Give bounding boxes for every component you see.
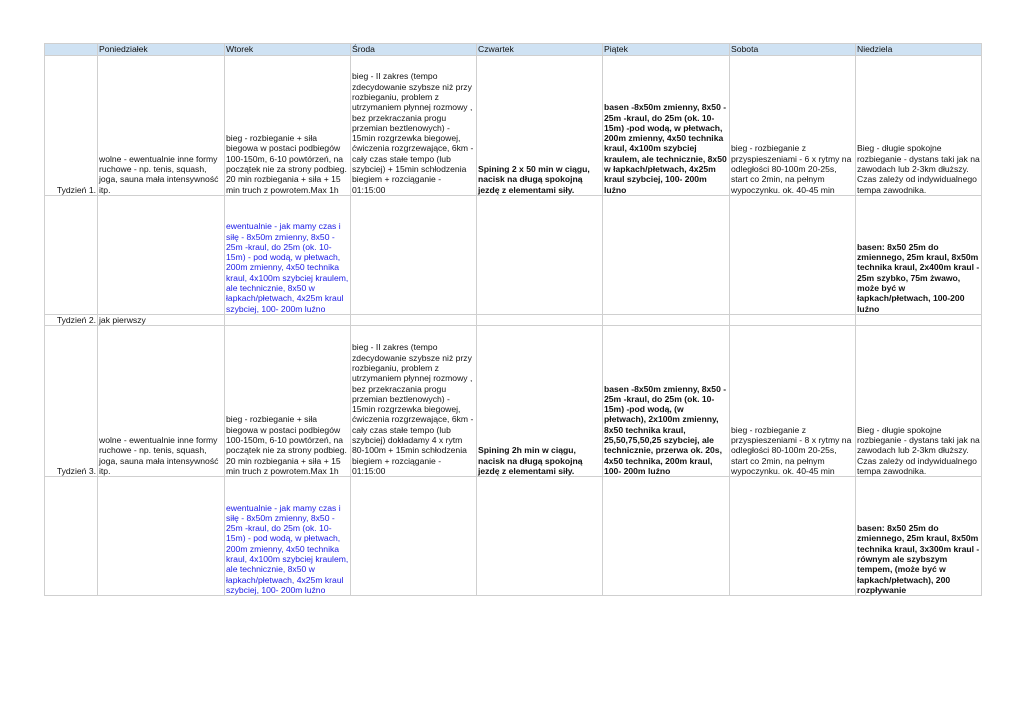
cell-wednesday[interactable]: bieg - II zakres (tempo zdecydowanie szybsze niż przy rozbieganiu, problem z utrzymaniem płynnej rozmowy , bez przekraczania progu przemian beztlenowych) - 15min rozgrzewka biegowej, ćwiczenia rozgrzewające, 6km - cały czas stałe tempo (lub szybciej) + 15min schłodzenia biegiem + rozciąganie - 01:15:00	[351, 56, 477, 196]
cell-saturday[interactable]: bieg - rozbieganie z przyspieszeniami - 6 x rytmy na odległości 80-100m 20-25s, start co 2min, na pełnym wypoczynku. ok. 40-45 min	[730, 56, 856, 196]
cell-tuesday[interactable]: bieg - rozbieganie + siła biegowa w postaci podbiegów 100-150m, 6-10 powtórzeń, na początek nie za strony podbieg. 20 min rozbiegania + siła + 15 min truch z powrotem.Max 1h	[225, 326, 351, 477]
table-row-week2	[45, 315, 982, 326]
cell-friday[interactable]	[603, 196, 730, 315]
cell-monday[interactable]: wolne - ewentualnie inne formy ruchowe - np. tenis, squash, joga, sauna mała intensywność itp.	[98, 56, 225, 196]
header-thursday[interactable]: Czwartek	[477, 44, 603, 56]
cell-sunday[interactable]: Bieg - długie spokojne rozbieganie - dystans taki jak na zawodach lub 2-3km dłuższy. Czas zależy od indywidualnego tempa zawodnika.	[856, 326, 982, 477]
cell-thursday[interactable]	[477, 477, 603, 596]
cell-sunday[interactable]	[856, 315, 982, 326]
cell-saturday[interactable]: bieg - rozbieganie z przyspieszeniami - 8 x rytmy na odległości 80-100m 20-25s, start co 2min, na pełnym wypoczynku. ok. 40-45 min	[730, 326, 856, 477]
cell-monday[interactable]	[98, 196, 225, 315]
cell-friday[interactable]	[603, 477, 730, 596]
cell-wednesday[interactable]	[351, 477, 477, 596]
cell-friday[interactable]: basen -8x50m zmienny, 8x50 - 25m -kraul, do 25m (ok. 10-15m) -pod wodą, (w płetwach), 2x100m zmienny, 8x50 technika kraul, 25,50,75,50,25 szybciej, ale technicznie, przerwa ok. 20s, 4x50 technika, 200m kraul, 100- 200m luźno	[603, 326, 730, 477]
header-monday[interactable]: Poniedziałek	[98, 44, 225, 56]
cell-wednesday[interactable]: bieg - II zakres (tempo zdecydowanie szybsze niż przy rozbieganiu, problem z utrzymaniem płynnej rozmowy , bez przekraczania progu przemian beztlenowych) - 15min rozgrzewka biegowej, ćwiczenia rozgrzewające, 6km - cały czas stałe tempo (lub szybciej) dokładamy 4 x rytm 80-100m + 15min schłodzenia biegiem + rozciąganie - 01:15:00	[351, 326, 477, 477]
table-row-week1	[45, 56, 982, 196]
header-friday[interactable]: Piątek	[603, 44, 730, 56]
cell-thursday[interactable]: Spining 2h min w ciągu, nacisk na długą spokojną jezdę z elementami siły.	[477, 326, 603, 477]
week-label-cell[interactable]: Tydzień 1.	[45, 56, 98, 196]
cell-sunday[interactable]: basen: 8x50 25m do zmiennego, 25m kraul, 8x50m technika kraul, 2x400m kraul - 25m szybko, 75m żwawo, może być w łapkach/płetwach, 100-200 luźno	[856, 196, 982, 315]
table-row-week3	[45, 326, 982, 477]
week-label-cell[interactable]: Tydzień 2.	[45, 315, 98, 326]
cell-monday[interactable]: wolne - ewentualnie inne formy ruchowe - np. tenis, squash, joga, sauna mała intensywność itp.	[98, 326, 225, 477]
cell-friday[interactable]	[603, 315, 730, 326]
cell-tuesday[interactable]: ewentualnie - jak mamy czas i siłę - 8x50m zmienny, 8x50 - 25m -kraul, do 25m (ok. 10-15m) - pod wodą, w płetwach, 200m zmienny, 4x50 technika kraul, 4x100m szybciej kraulem, ale technicznie, 8x50 w łapkach/płetwach, 4x25m kraul szybciej, 100- 200m luźno	[225, 196, 351, 315]
cell-wednesday[interactable]	[351, 315, 477, 326]
cell-friday[interactable]: basen -8x50m zmienny, 8x50 - 25m -kraul, do 25m (ok. 10-15m) -pod wodą, w płetwach, 200m zmienny, 4x50 technika kraul, 4x100m szybciej kraulem, ale technicznie, 8x50 w łapkach/płetwach, 4x25m kraul szybciej, 100- 200m luźno	[603, 56, 730, 196]
header-wednesday[interactable]: Środa	[351, 44, 477, 56]
cell-thursday[interactable]	[477, 315, 603, 326]
cell-monday[interactable]	[98, 477, 225, 596]
header-saturday[interactable]: Sobota	[730, 44, 856, 56]
cell-wednesday[interactable]	[351, 196, 477, 315]
week-label-cell[interactable]	[45, 477, 98, 596]
header-row	[45, 44, 982, 56]
cell-thursday[interactable]	[477, 196, 603, 315]
cell-thursday[interactable]: Spining 2 x 50 min w ciągu, nacisk na długą spokojną jezdę z elementami siły.	[477, 56, 603, 196]
cell-tuesday[interactable]: bieg - rozbieganie + siła biegowa w postaci podbiegów 100-150m, 6-10 powtórzeń, na początek nie za strony podbieg. 20 min rozbiegania + siła + 15 min truch z powrotem.Max 1h	[225, 56, 351, 196]
header-tuesday[interactable]: Wtorek	[225, 44, 351, 56]
table-row-week1-extra	[45, 196, 982, 315]
cell-monday[interactable]: jak pierwszy	[98, 315, 225, 326]
cell-tuesday[interactable]: ewentualnie - jak mamy czas i siłę - 8x50m zmienny, 8x50 - 25m -kraul, do 25m (ok. 10-15m) - pod wodą, w płetwach, 200m zmienny, 4x50 technika kraul, 4x100m szybciej kraulem, ale technicznie, 8x50 w łapkach/płetwach, 4x25m kraul szybciej, 100- 200m luźno	[225, 477, 351, 596]
table-row-week3-extra	[45, 477, 982, 596]
cell-saturday[interactable]	[730, 477, 856, 596]
week-label-cell[interactable]: Tydzień 3.	[45, 326, 98, 477]
cell-tuesday[interactable]	[225, 315, 351, 326]
cell-saturday[interactable]	[730, 315, 856, 326]
cell-saturday[interactable]	[730, 196, 856, 315]
week-label-cell[interactable]	[45, 196, 98, 315]
header-sunday[interactable]: Niedziela	[856, 44, 982, 56]
cell-sunday[interactable]: Bieg - długie spokojne rozbieganie - dystans taki jak na zawodach lub 2-3km dłuższy. Czas zależy od indywidualnego tempa zawodnika.	[856, 56, 982, 196]
cell-sunday[interactable]: basen: 8x50 25m do zmiennego, 25m kraul, 8x50m technika kraul, 3x300m kraul - równym ale szybszym tempem, (może być w łapkach/płetwach), 200 rozpływanie	[856, 477, 982, 596]
header-corner-cell[interactable]	[45, 44, 98, 56]
training-plan-table	[44, 43, 982, 596]
